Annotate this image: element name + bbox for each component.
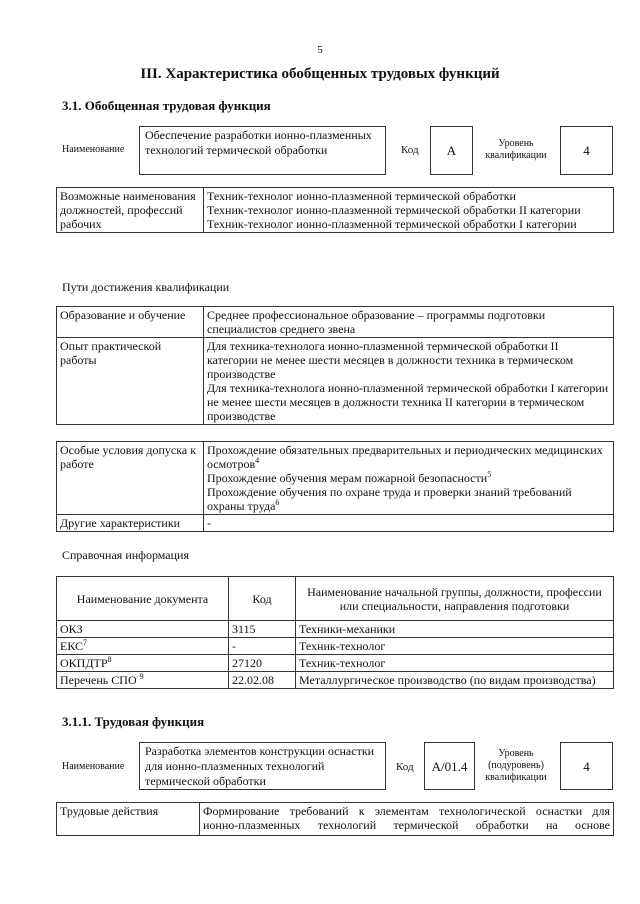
ref-name: Металлургическое производство (по видам производства) — [296, 672, 614, 689]
paths-heading: Пути достижения квалификации — [62, 280, 230, 294]
conditions-list — [204, 442, 614, 515]
section-title: III. Характеристика обобщенных трудовых функций — [140, 66, 500, 82]
education-label: Образование и обучение — [57, 307, 204, 338]
table-row — [57, 655, 614, 672]
ref-doc: ОКЗ — [57, 621, 229, 638]
ref-header-doc: Наименование документа — [57, 577, 229, 621]
gtf-level-label: Уровень квалификации — [485, 138, 547, 161]
gtf-name-value: Обеспечение разработки ионно-плазменных технологий термической обработки — [139, 126, 386, 175]
reference-table — [56, 576, 614, 689]
gtf-code-value: A — [430, 126, 473, 175]
experience-label: Опыт практической работы — [57, 338, 204, 425]
ref-name: Техник-технолог — [296, 638, 614, 655]
ref-doc: ЕКС$^7$ — [57, 638, 229, 655]
positions-label: Возможные наименования должностей, профессий рабочих — [57, 188, 204, 233]
experience-list — [204, 338, 614, 425]
reference-heading: Справочная информация — [62, 548, 189, 562]
tf-name-value: Разработка элементов конструкции оснастки для ионно-плазменных технологий термической обработки — [139, 742, 386, 790]
ref-header-name: Наименование начальной группы, должности, профессии или специальности, направления подготовки — [296, 577, 614, 621]
ref-name: Техник-технолог — [296, 655, 614, 672]
ref-doc: Перечень СПО $^9$ — [57, 672, 229, 689]
condition-item: Прохождение обучения мерам пожарной безопасности$^5$ — [207, 470, 492, 485]
experience-item: Для техника-технолога ионно-плазменной термической обработки II категории не менее шести месяцев в должности техника в термическом производстве — [207, 339, 574, 381]
ref-code: 27120 — [229, 655, 296, 672]
tf-code-value: A/01.4 — [424, 742, 475, 790]
actions-value — [200, 803, 614, 836]
tf-level-value: 4 — [560, 742, 613, 790]
conditions-label: Особые условия допуска к работе — [57, 442, 204, 515]
actions-label: Трудовые действия — [57, 803, 200, 836]
other-value: - — [204, 515, 614, 532]
tf-level-label: Уровень (подуровень) квалификации — [485, 748, 547, 783]
education-value: Среднее профессиональное образование – программы подготовки специалистов среднего звена — [204, 307, 614, 338]
page-number: 5 — [317, 44, 323, 56]
qualification-paths-table — [56, 306, 614, 425]
conditions-table — [56, 441, 614, 532]
actions-table — [56, 802, 614, 836]
table-row — [57, 621, 614, 638]
ref-code: 3115 — [229, 621, 296, 638]
other-label: Другие характеристики — [57, 515, 204, 532]
condition-item: Прохождение обучения по охране труда и проверки знаний требований охраны труда$^6$ — [207, 485, 572, 513]
positions-table — [56, 187, 614, 233]
ref-doc: ОКПДТР$^8$ — [57, 655, 229, 672]
ref-header-code: Код — [229, 577, 296, 621]
experience-item: Для техника-технолога ионно-плазменной термической обработки I категории не менее шести месяцев в должности техника II категории в термическом производстве — [207, 381, 609, 423]
action-line: ионно-плазменных технологий термической обработки на основе — [203, 818, 610, 832]
condition-item: Прохождение обязательных предварительных и периодических медицинских осмотров$^4$ — [207, 443, 603, 471]
table-row — [57, 638, 614, 655]
position-item: Техник-технолог ионно-плазменной термической обработки — [207, 189, 516, 203]
ref-code: - — [229, 638, 296, 655]
gtf-heading: 3.1. Обобщенная трудовая функция — [62, 98, 271, 113]
gtf-name-label: Наименование — [62, 144, 125, 155]
position-item: Техник-технолог ионно-плазменной термической обработки I категории — [207, 217, 577, 231]
tf-heading: 3.1.1. Трудовая функция — [62, 714, 205, 729]
positions-list — [204, 188, 614, 233]
ref-name: Техники-механики — [296, 621, 614, 638]
ref-code: 22.02.08 — [229, 672, 296, 689]
table-row — [57, 672, 614, 689]
gtf-code-label: Код — [401, 144, 419, 156]
position-item: Техник-технолог ионно-плазменной термической обработки II категории — [207, 203, 581, 217]
action-line: Формирование требований к элементам технологической оснастки для — [203, 804, 610, 818]
gtf-level-value: 4 — [560, 126, 613, 175]
tf-name-label: Наименование — [62, 761, 125, 772]
tf-code-label: Код — [396, 761, 414, 773]
